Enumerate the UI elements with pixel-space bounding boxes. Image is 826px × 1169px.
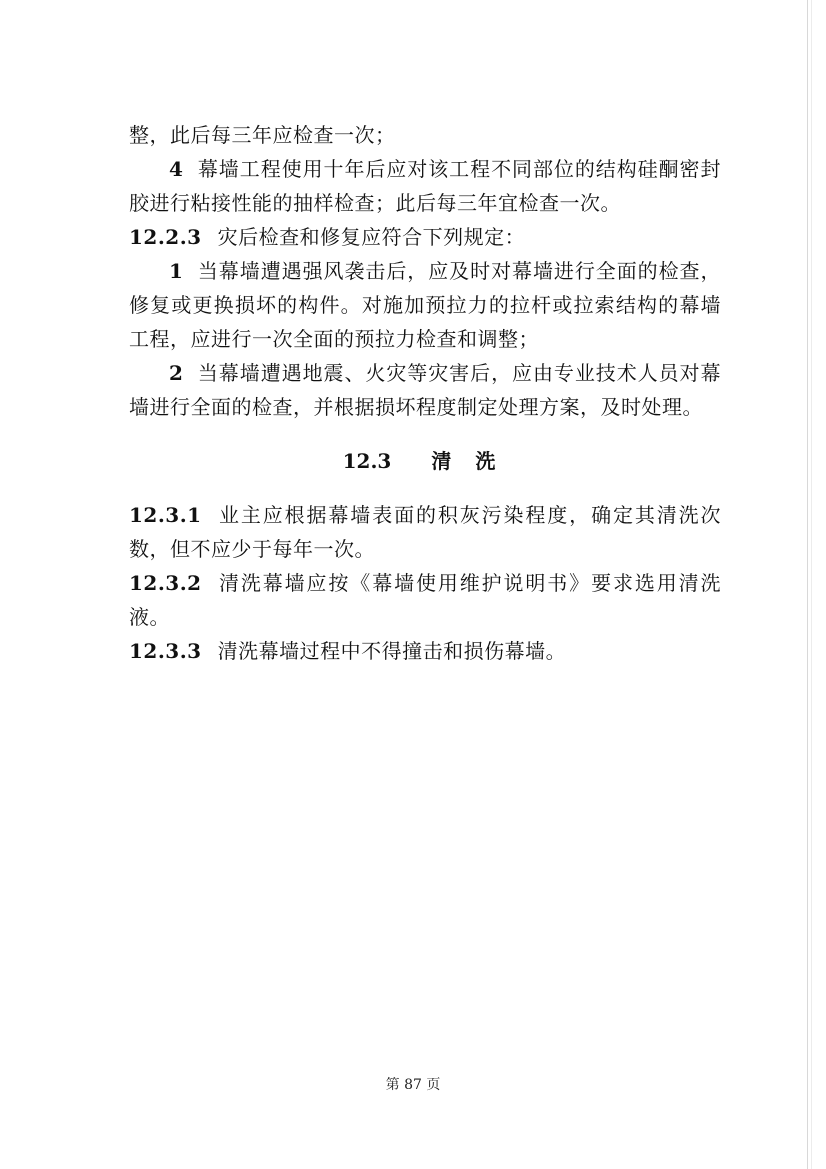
page-edge-line — [807, 0, 808, 1169]
list-item-number: 1 — [169, 259, 184, 283]
clause-text: 清洗幕墙过程中不得撞击和损伤幕墙。 — [217, 639, 567, 663]
section-heading — [129, 444, 721, 478]
list-item-text: 当幕墙遭遇强风袭击后，应及时对幕墙进行全面的检查，修复或更换损坏的构件。对施加预拉力的拉杆或拉索结构的幕墙工程，应进行一次全面的预拉力检查和调整； — [129, 259, 721, 351]
clause-text: 灾后检查和修复应符合下列规定： — [217, 225, 526, 249]
list-item-text: 当幕墙遭遇地震、火灾等灾害后，应由专业技术人员对幕墙进行全面的检查，并根据损坏程度制定处理方案，及时处理。 — [129, 361, 721, 419]
list-item-1 — [129, 254, 721, 356]
list-item-2 — [129, 356, 721, 424]
section-number: 12.3 — [342, 449, 392, 473]
page-number-footer: 第 87 页 — [385, 1077, 441, 1093]
clause-12-3-3 — [129, 634, 721, 668]
list-item-number: 4 — [169, 157, 184, 181]
list-item-number: 2 — [169, 361, 184, 385]
clause-12-3-1 — [129, 498, 721, 566]
paragraph-continuation — [129, 118, 721, 152]
clause-number: 12.3.1 — [129, 503, 202, 527]
document-body — [129, 118, 721, 668]
clause-text: 清洗幕墙应按《幕墙使用维护说明书》要求选用清洗液。 — [129, 571, 721, 629]
section-title-char: 洗 — [475, 449, 496, 473]
clause-number: 12.3.3 — [129, 639, 202, 663]
clause-12-3-2 — [129, 566, 721, 634]
clause-number: 12.3.2 — [129, 571, 202, 595]
clause-number: 12.2.3 — [129, 225, 202, 249]
page-edge-line-secondary — [811, 0, 812, 1169]
section-title-char: 清 — [431, 449, 452, 473]
clause-text: 业主应根据幕墙表面的积灰污染程度，确定其清洗次数，但不应少于每年一次。 — [129, 503, 721, 561]
clause-12-2-3 — [129, 220, 721, 254]
paragraph-text: 整，此后每三年应检查一次； — [129, 123, 396, 147]
list-item-text: 幕墙工程使用十年后应对该工程不同部位的结构硅酮密封胶进行粘接性能的抽样检查；此后每三年宜检查一次。 — [129, 157, 721, 215]
list-item-4 — [129, 152, 721, 220]
